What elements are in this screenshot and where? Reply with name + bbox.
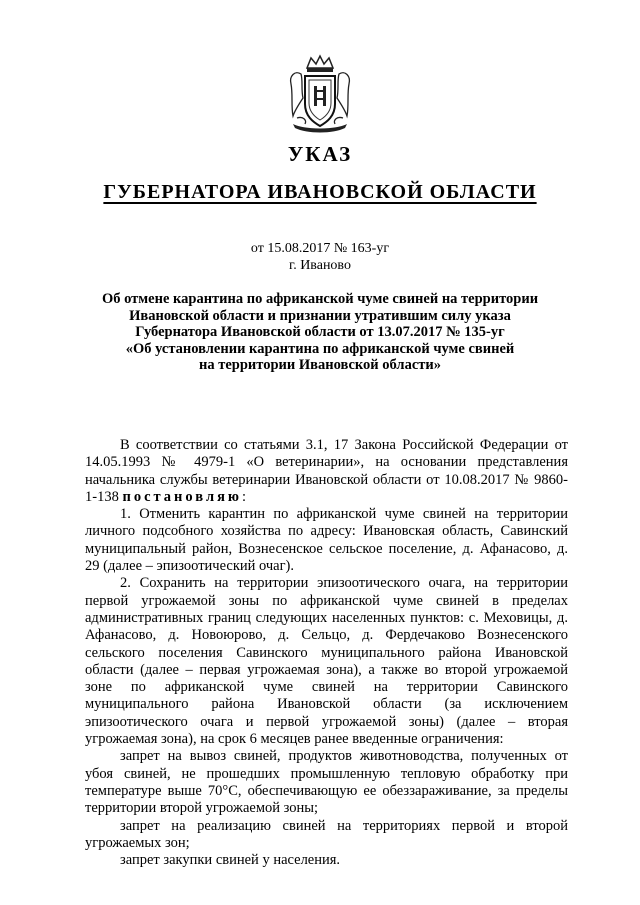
document-meta <box>0 240 640 274</box>
document-type-heading: УКАЗ <box>287 142 353 166</box>
decree-colon: : <box>242 488 247 505</box>
subject-line: на территории Ивановской области» <box>199 357 441 373</box>
ban-paragraph-3: запрет закупки свиней у населения. <box>120 852 341 869</box>
subject-line: Губернатора Ивановской области от 13.07.2017 № 135-уг <box>135 324 505 340</box>
document-city: г. Иваново <box>289 258 351 273</box>
decree-word: постановляю <box>122 488 243 505</box>
document-date-number: от 15.08.2017 № 163-уг <box>250 241 390 256</box>
item-paragraph-2: 2. Сохранить на территории эпизоотического очага, на территории первой угрожаемой зоны по африканской чуме свиней в пределах административных границ следующих населенных пунктов: с. Меховицы, д. Афанасово, д. Новоюрово, д. Сельцо, д. Фердечаково Вознесенского сельского поселения Савинского муниципального района Ивановской области (далее – первая угрожаемая зона), а также во второй угрожаемой зоне по африканской чуме свиней на территории Савинского муниципального района Ивановской области (за исключением эпизоотического очага и первой угрожаемой зоны) (далее – вторая угрожаемая зона), на срок 6 месяцев ранее введенные ограничения: <box>85 575 568 748</box>
ban-paragraph-2: запрет на реализацию свиней на территориях первой и второй угрожаемых зон; <box>85 817 568 851</box>
preamble-text: В соответствии со статьями 3.1, 17 Закона Российской Федерации от 14.05.1993 № 4979-1 «О ветеринарии», на основании представления начальника службы ветеринарии Ивановской области от 10.08.2017 № 9860-1-138 <box>85 437 568 505</box>
issuer-heading <box>0 181 640 204</box>
item-paragraph-1: 1. Отменить карантин по африканской чуме свиней на территории личного подсобного хозяйства по адресу: Ивановская область, Савинский муниципальный район, Вознесенское сельское поселение, д. Афанасово, д. 29 (далее – эпизоотический очаг). <box>85 506 568 575</box>
preamble-paragraph <box>85 437 568 506</box>
subject-line: «Об установлении карантина по африканской чуме свиней <box>125 340 515 357</box>
subject-line: Ивановской области и признании утратившим силу указа <box>129 307 511 324</box>
coat-of-arms-icon <box>285 54 355 134</box>
document-subject <box>90 291 550 374</box>
subject-line: Об отмене карантина по африканской чуме свиней на территории <box>101 291 539 307</box>
issuer-heading-text: ГУБЕРНАТОРА ИВАНОВСКОЙ ОБЛАСТИ <box>103 181 537 203</box>
ban-paragraph-1: запрет на вывоз свиней, продуктов животноводства, полученных от убоя свиней, не прошедших промышленную тепловую обработку при температуре выше 70°С, обеспечивающую ее обеззараживание, за пределы территории второй угрожаемой зоны; <box>85 748 568 817</box>
document-body <box>85 437 568 869</box>
